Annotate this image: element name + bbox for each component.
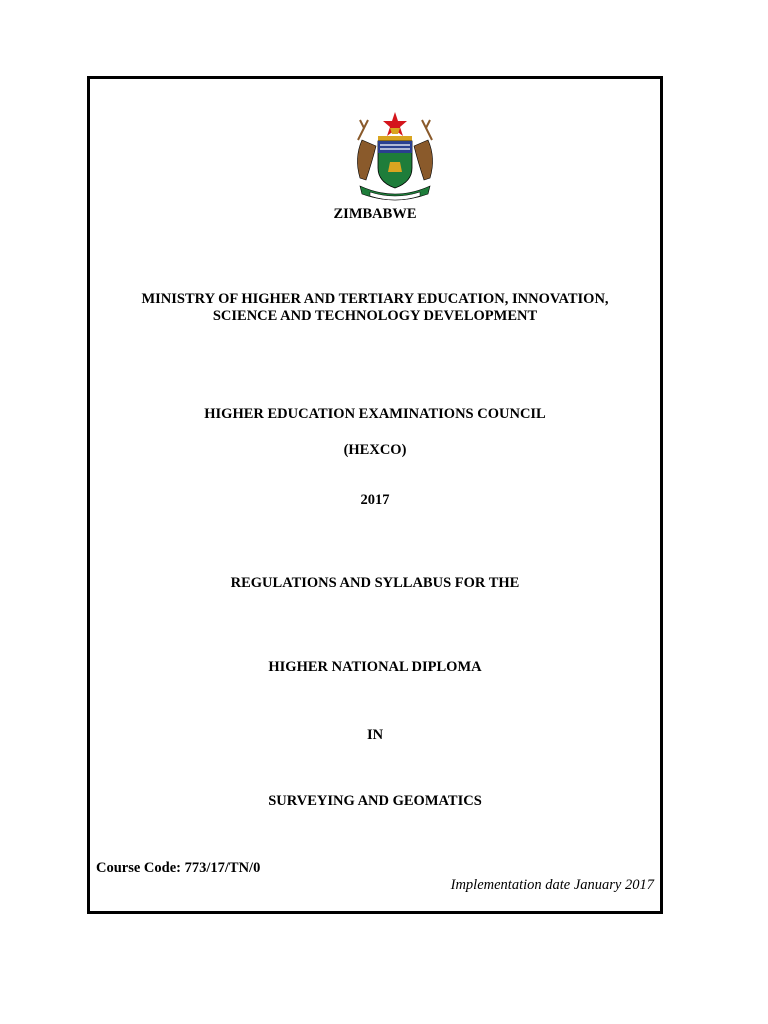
in-connector: IN	[366, 727, 384, 743]
coat-of-arms-icon	[340, 110, 450, 205]
ministry-heading-line2: SCIENCE AND TECHNOLOGY DEVELOPMENT	[212, 308, 538, 324]
regulations-heading: REGULATIONS AND SYLLABUS FOR THE	[230, 575, 520, 591]
ministry-heading	[87, 291, 663, 325]
course-code: Course Code: 773/17/TN/0	[96, 860, 261, 876]
country-heading: ZIMBABWE	[333, 206, 417, 222]
council-acronym: (HEXCO)	[343, 442, 407, 458]
implementation-date: Implementation date January 2017	[450, 877, 654, 893]
council-heading: HIGHER EDUCATION EXAMINATIONS COUNCIL	[204, 406, 546, 422]
document-year: 2017	[360, 492, 390, 508]
subject-heading: SURVEYING AND GEOMATICS	[268, 793, 482, 809]
diploma-heading: HIGHER NATIONAL DIPLOMA	[268, 659, 482, 675]
ministry-heading-line1: MINISTRY OF HIGHER AND TERTIARY EDUCATION, INNOVATION,	[141, 291, 609, 307]
